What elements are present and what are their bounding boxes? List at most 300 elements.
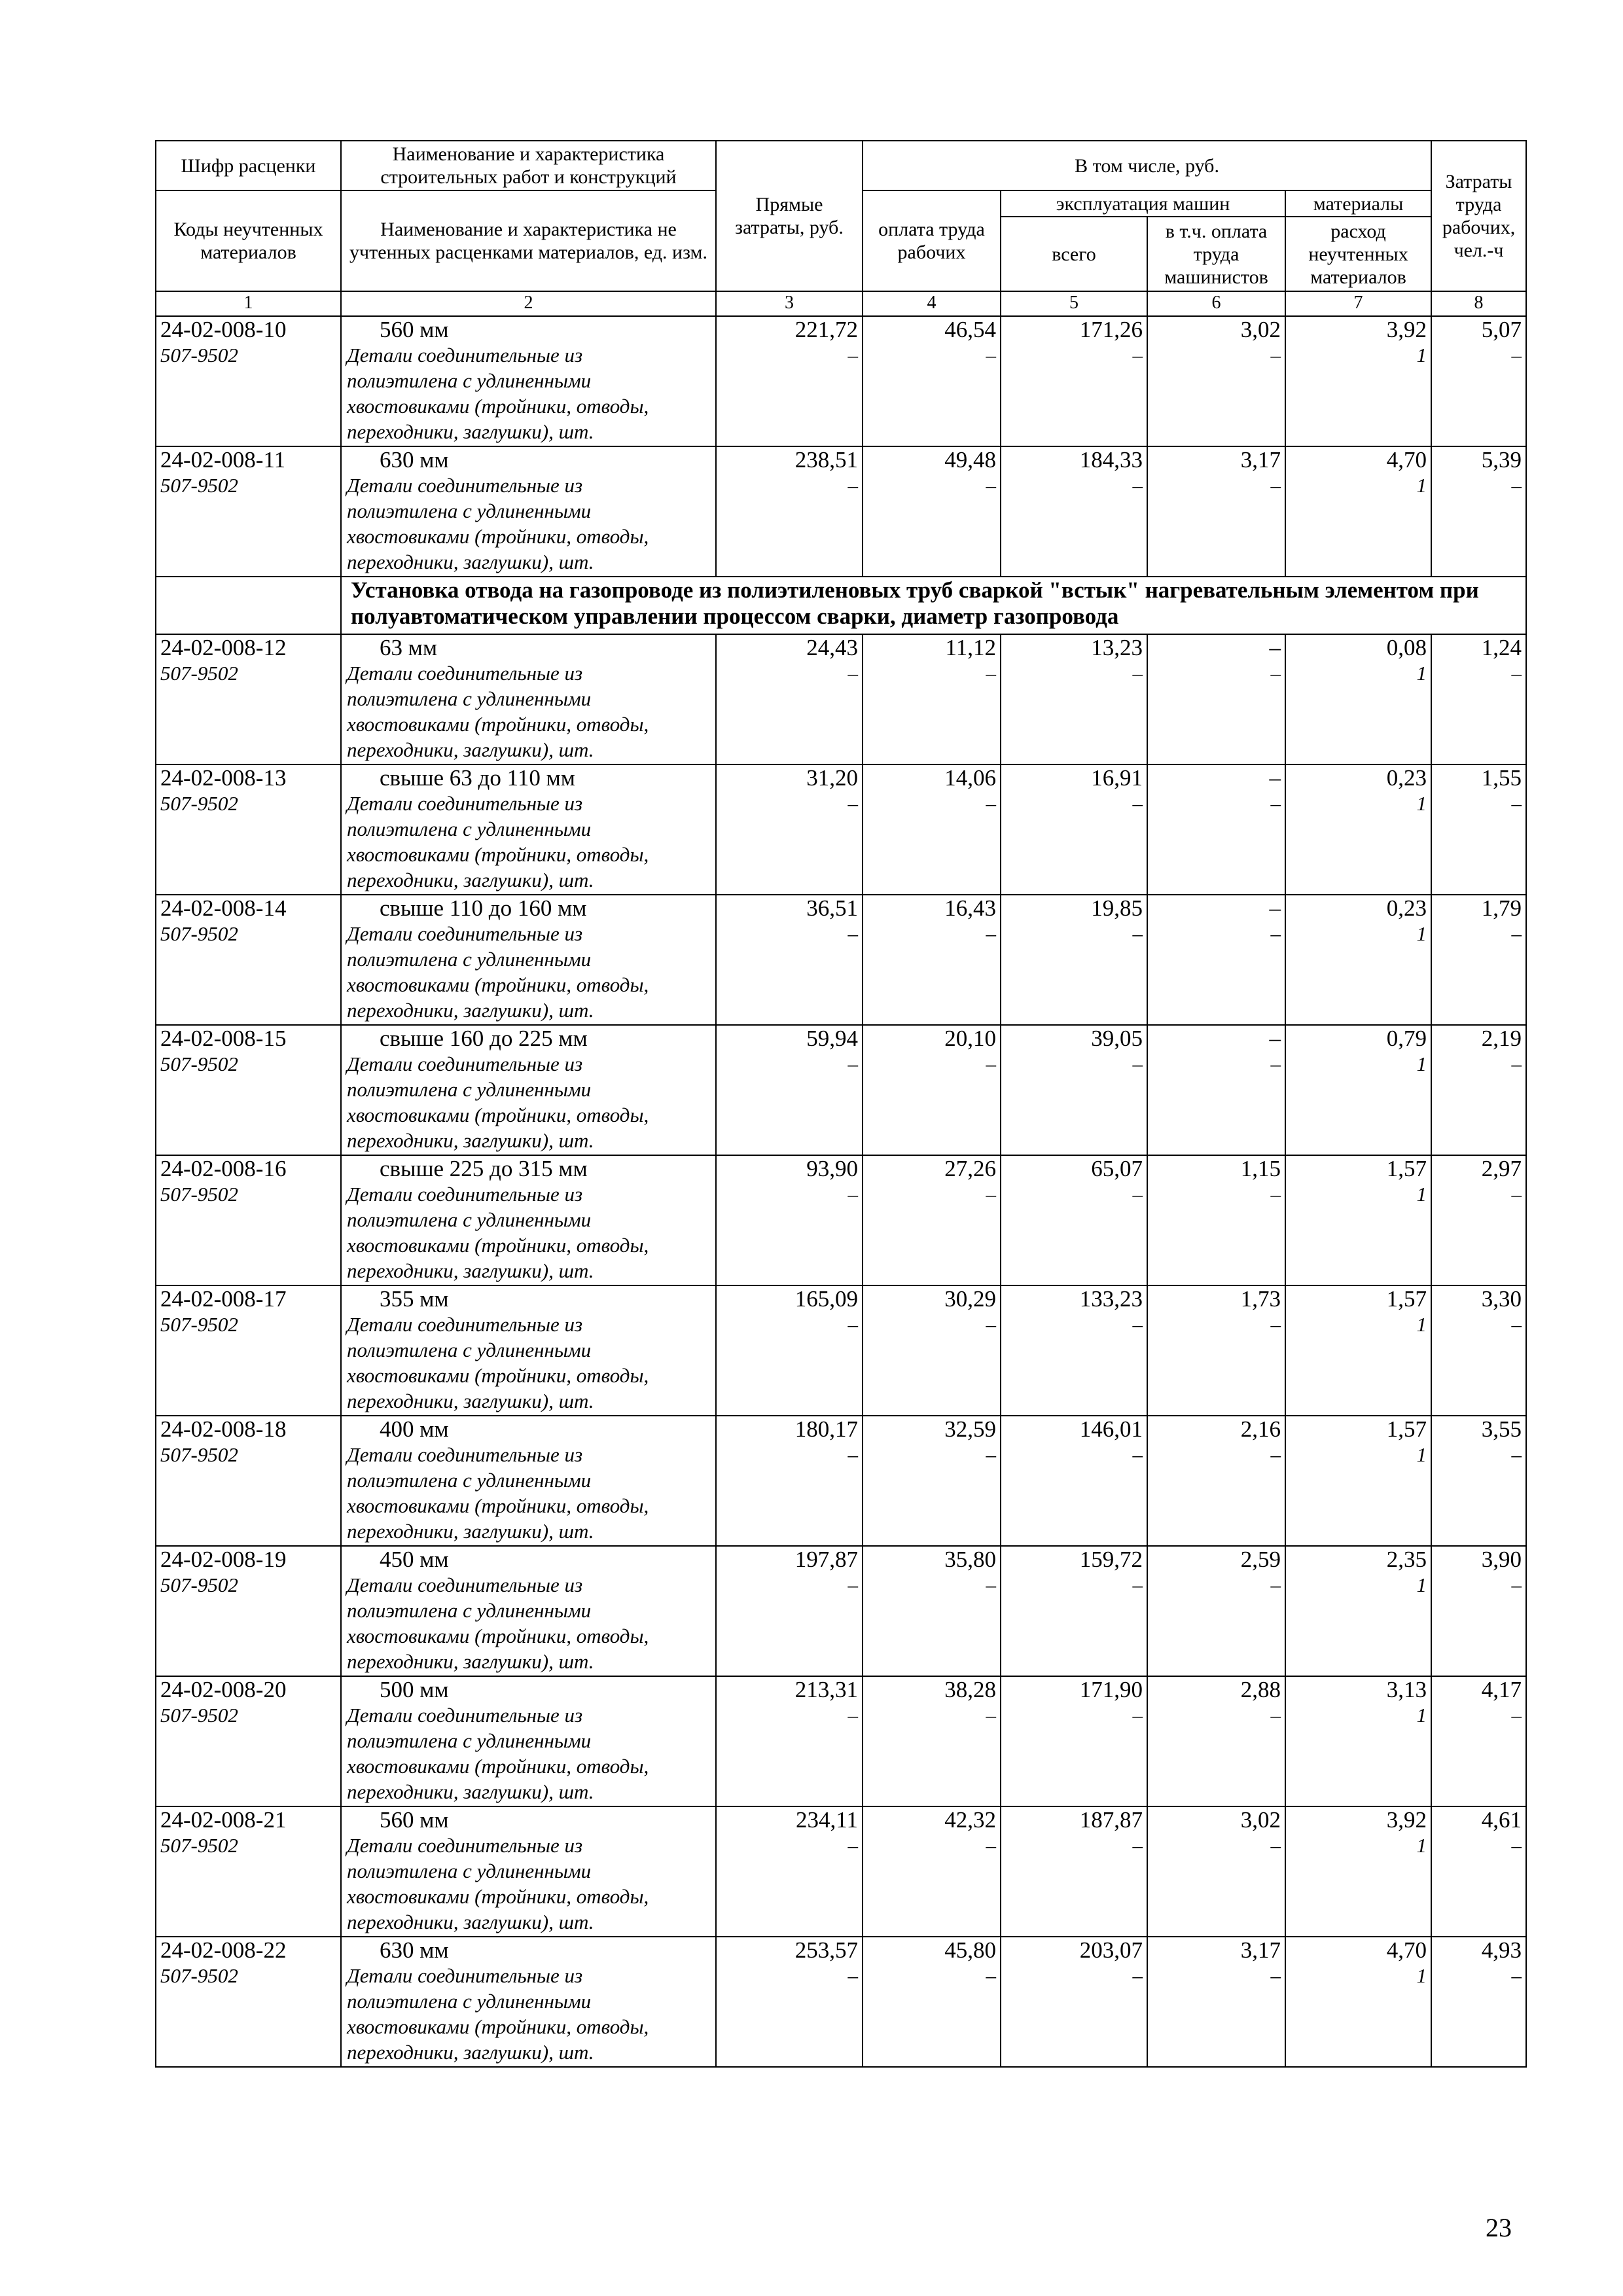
rate-code: 24-02-008-18 (160, 1416, 287, 1442)
material-value: – (1511, 1964, 1522, 1987)
value: 1,15 (1240, 1156, 1281, 1181)
material-value: – (1511, 922, 1522, 945)
table-row (156, 1025, 1526, 1155)
material-code: 507-9502 (160, 1313, 238, 1336)
material-code: 507-9502 (160, 1834, 238, 1857)
name-cell (341, 895, 716, 1025)
material-value: – (1132, 1052, 1143, 1075)
value: 4,70 (1386, 1937, 1427, 1963)
material-code: 507-9502 (160, 1052, 238, 1075)
value: 3,92 (1386, 317, 1427, 342)
material-value: – (1270, 1573, 1281, 1596)
material-value: – (986, 1052, 996, 1075)
work-name: 560 мм (380, 317, 449, 342)
material-value: 1 (1416, 344, 1427, 367)
material-value: – (1511, 344, 1522, 367)
value-cell-3 (716, 1676, 863, 1806)
value-cell-3 (716, 1806, 863, 1937)
value-cell-4 (863, 1546, 1001, 1676)
value: 234,11 (796, 1807, 858, 1833)
value: 2,16 (1240, 1416, 1281, 1442)
value-cell-6 (1147, 446, 1285, 577)
header-materials-codes: Коды неучтенных материалов (156, 190, 341, 291)
column-number: 1 (156, 291, 341, 316)
rate-cell (156, 634, 341, 764)
value: 0,79 (1386, 1026, 1427, 1051)
material-description: Детали соединительные из полиэтилена с удлиненными хвостовиками (тройники, отводы, переходники, заглушки), шт. (347, 922, 649, 1022)
value-cell-5 (1001, 1937, 1147, 2067)
value-cell-3 (716, 895, 863, 1025)
value: 171,90 (1079, 1677, 1143, 1702)
material-value: 1 (1416, 1443, 1427, 1466)
value-cell-7 (1285, 895, 1431, 1025)
value: 19,85 (1091, 895, 1143, 921)
value: 1,79 (1481, 895, 1522, 921)
value: 253,57 (794, 1937, 858, 1963)
material-code: 507-9502 (160, 922, 238, 945)
value: 2,35 (1386, 1547, 1427, 1572)
value: 24,43 (806, 635, 858, 660)
material-value: – (1511, 662, 1522, 685)
table-row (156, 1546, 1526, 1676)
material-value: – (847, 662, 858, 685)
value: 93,90 (806, 1156, 858, 1181)
work-name: 630 мм (380, 1937, 449, 1963)
table-row (156, 1285, 1526, 1416)
value-cell-5 (1001, 316, 1147, 446)
value: 30,29 (944, 1286, 996, 1312)
value: 3,92 (1386, 1807, 1427, 1833)
material-value: – (1511, 1834, 1522, 1857)
name-cell (341, 1285, 716, 1416)
material-description: Детали соединительные из полиэтилена с удлиненными хвостовиками (тройники, отводы, переходники, заглушки), шт. (347, 1183, 649, 1282)
material-value: 1 (1416, 474, 1427, 497)
value-cell-7 (1285, 1416, 1431, 1546)
material-value: – (1511, 474, 1522, 497)
rates-table (155, 140, 1527, 2068)
value: 4,17 (1481, 1677, 1522, 1702)
table-row (156, 895, 1526, 1025)
material-code: 507-9502 (160, 474, 238, 497)
material-value: – (1132, 1443, 1143, 1466)
material-code: 507-9502 (160, 662, 238, 685)
rate-cell (156, 1025, 341, 1155)
value-cell-8 (1431, 1416, 1526, 1546)
value-cell-6 (1147, 1416, 1285, 1546)
material-description: Детали соединительные из полиэтилена с удлиненными хвостовиками (тройники, отводы, переходники, заглушки), шт. (347, 1052, 649, 1152)
value: 16,91 (1091, 765, 1143, 791)
value: 1,57 (1386, 1286, 1427, 1312)
material-value: – (847, 1573, 858, 1596)
work-name: 500 мм (380, 1677, 449, 1702)
work-name: 560 мм (380, 1807, 449, 1833)
material-description: Детали соединительные из полиэтилена с удлиненными хвостовиками (тройники, отводы, переходники, заглушки), шт. (347, 1313, 649, 1412)
value-cell-4 (863, 1416, 1001, 1546)
material-value: 1 (1416, 792, 1427, 815)
material-value: – (1132, 344, 1143, 367)
value: 0,23 (1386, 765, 1427, 791)
value: 1,57 (1386, 1416, 1427, 1442)
material-value: – (1511, 1443, 1522, 1466)
value: – (1269, 895, 1281, 921)
material-value: – (986, 1704, 996, 1727)
value-cell-6 (1147, 316, 1285, 446)
section-empty-cell (156, 577, 341, 634)
value: 1,73 (1240, 1286, 1281, 1312)
value-cell-7 (1285, 1806, 1431, 1937)
column-number: 7 (1285, 291, 1431, 316)
value: 5,07 (1481, 317, 1522, 342)
material-value: – (1132, 792, 1143, 815)
value-cell-8 (1431, 1676, 1526, 1806)
material-value: – (847, 1183, 858, 1206)
value: 3,02 (1240, 317, 1281, 342)
value-cell-3 (716, 1546, 863, 1676)
material-value: 1 (1416, 1052, 1427, 1075)
material-value: – (847, 1052, 858, 1075)
value-cell-5 (1001, 895, 1147, 1025)
value-cell-8 (1431, 1546, 1526, 1676)
value: 16,43 (944, 895, 996, 921)
material-description: Детали соединительные из полиэтилена с удлиненными хвостовиками (тройники, отводы, переходники, заглушки), шт. (347, 344, 649, 443)
table-row (156, 1676, 1526, 1806)
header-machines: эксплуатация машин (1001, 190, 1285, 217)
table-row (156, 1416, 1526, 1546)
rate-code: 24-02-008-16 (160, 1156, 287, 1181)
material-value: – (1132, 1834, 1143, 1857)
value-cell-3 (716, 634, 863, 764)
value-cell-3 (716, 316, 863, 446)
value: – (1269, 765, 1281, 791)
material-value: 1 (1416, 1183, 1427, 1206)
work-name: 63 мм (380, 635, 438, 660)
material-value: – (1132, 662, 1143, 685)
value: 39,05 (1091, 1026, 1143, 1051)
material-value: – (1270, 792, 1281, 815)
value-cell-4 (863, 1285, 1001, 1416)
header-wages: оплата труда рабочих (863, 190, 1001, 291)
value-cell-3 (716, 446, 863, 577)
rate-code: 24-02-008-20 (160, 1677, 287, 1702)
material-description: Детали соединительные из полиэтилена с удлиненными хвостовиками (тройники, отводы, переходники, заглушки), шт. (347, 474, 649, 573)
page-number: 23 (1486, 2213, 1512, 2242)
name-cell (341, 1025, 716, 1155)
value: 14,06 (944, 765, 996, 791)
value-cell-5 (1001, 446, 1147, 577)
value-cell-8 (1431, 634, 1526, 764)
value: 4,61 (1481, 1807, 1522, 1833)
material-description: Детали соединительные из полиэтилена с удлиненными хвостовиками (тройники, отводы, переходники, заглушки), шт. (347, 1964, 649, 2064)
value: 2,59 (1240, 1547, 1281, 1572)
rate-cell (156, 1937, 341, 2067)
value: 13,23 (1091, 635, 1143, 660)
material-value: 1 (1416, 922, 1427, 945)
value: 4,93 (1481, 1937, 1522, 1963)
table-row (156, 1155, 1526, 1285)
rate-cell (156, 1285, 341, 1416)
value: 45,80 (944, 1937, 996, 1963)
header-labor: Затраты труда рабочих, чел.-ч (1431, 141, 1526, 291)
name-cell (341, 1155, 716, 1285)
value-cell-3 (716, 1025, 863, 1155)
value-cell-4 (863, 895, 1001, 1025)
material-code: 507-9502 (160, 1964, 238, 1987)
rate-code: 24-02-008-14 (160, 895, 287, 921)
work-name: свыше 225 до 315 мм (380, 1156, 588, 1181)
value-cell-7 (1285, 1546, 1431, 1676)
value: 238,51 (794, 447, 858, 473)
material-value: – (1132, 1573, 1143, 1596)
name-cell (341, 634, 716, 764)
material-value: – (1132, 1704, 1143, 1727)
value-cell-7 (1285, 446, 1431, 577)
column-number: 3 (716, 291, 863, 316)
value: – (1269, 1026, 1281, 1051)
header-code: Шифр расценки (156, 141, 341, 190)
value-cell-4 (863, 446, 1001, 577)
header-consumption: расход неучтенных материалов (1285, 217, 1431, 291)
rate-cell (156, 1416, 341, 1546)
value-cell-3 (716, 1416, 863, 1546)
work-name: 355 мм (380, 1286, 449, 1312)
material-value: – (986, 1443, 996, 1466)
value-cell-8 (1431, 1806, 1526, 1937)
value: 1,57 (1386, 1156, 1427, 1181)
value: 3,55 (1481, 1416, 1522, 1442)
header-machinists: в т.ч. оплата труда машинистов (1147, 217, 1285, 291)
material-value: 1 (1416, 1573, 1427, 1596)
value-cell-8 (1431, 1285, 1526, 1416)
value-cell-8 (1431, 1937, 1526, 2067)
section-title: Установка отвода на газопроводе из полиэтиленовых труб сваркой "встык" нагревательным элементом при полуавтоматическом управлении процессом сварки, диаметр газопровода (341, 577, 1526, 634)
material-value: – (847, 922, 858, 945)
rate-cell (156, 1806, 341, 1937)
rate-code: 24-02-008-15 (160, 1026, 287, 1051)
value-cell-7 (1285, 1285, 1431, 1416)
value-cell-3 (716, 1155, 863, 1285)
rate-code: 24-02-008-21 (160, 1807, 287, 1833)
material-value: – (1132, 1964, 1143, 1987)
material-value: – (1270, 922, 1281, 945)
value: 180,17 (794, 1416, 858, 1442)
value: 187,87 (1079, 1807, 1143, 1833)
material-value: – (986, 662, 996, 685)
value-cell-8 (1431, 764, 1526, 895)
material-value: – (1132, 922, 1143, 945)
table-row (156, 1806, 1526, 1937)
material-code: 507-9502 (160, 1183, 238, 1206)
material-value: – (847, 1834, 858, 1857)
table-row (156, 316, 1526, 446)
value: 2,19 (1481, 1026, 1522, 1051)
value: – (1269, 635, 1281, 660)
name-cell (341, 764, 716, 895)
value-cell-4 (863, 1155, 1001, 1285)
name-cell (341, 446, 716, 577)
value-cell-6 (1147, 1155, 1285, 1285)
material-value: – (1270, 344, 1281, 367)
value: 2,97 (1481, 1156, 1522, 1181)
material-code: 507-9502 (160, 792, 238, 815)
header-including: В том числе, руб. (863, 141, 1431, 190)
value-cell-7 (1285, 1025, 1431, 1155)
value-cell-5 (1001, 1806, 1147, 1937)
value-cell-5 (1001, 1285, 1147, 1416)
value: 1,24 (1481, 635, 1522, 660)
value: 3,90 (1481, 1547, 1522, 1572)
header-materials-name: Наименование и характеристика не учтенных расценками материалов, ед. изм. (341, 190, 716, 291)
work-name: 630 мм (380, 447, 449, 473)
value: 184,33 (1079, 447, 1143, 473)
material-value: – (1270, 1443, 1281, 1466)
material-value: – (1270, 1964, 1281, 1987)
value: 165,09 (794, 1286, 858, 1312)
header-materials: материалы (1285, 190, 1431, 217)
material-value: – (986, 1573, 996, 1596)
value: 3,02 (1240, 1807, 1281, 1833)
value: 0,08 (1386, 635, 1427, 660)
rate-code: 24-02-008-17 (160, 1286, 287, 1312)
column-number: 4 (863, 291, 1001, 316)
table-row (156, 446, 1526, 577)
value-cell-8 (1431, 895, 1526, 1025)
value-cell-6 (1147, 764, 1285, 895)
material-value: – (1270, 662, 1281, 685)
value-cell-3 (716, 1285, 863, 1416)
value: 3,17 (1240, 1937, 1281, 1963)
value-cell-6 (1147, 1546, 1285, 1676)
material-value: – (986, 1313, 996, 1336)
material-value: – (1270, 1834, 1281, 1857)
material-value: – (847, 1443, 858, 1466)
value-cell-7 (1285, 1676, 1431, 1806)
value: 3,17 (1240, 447, 1281, 473)
value-cell-4 (863, 1937, 1001, 2067)
material-value: – (847, 1704, 858, 1727)
value: 31,20 (806, 765, 858, 791)
value-cell-6 (1147, 1676, 1285, 1806)
value: 159,72 (1079, 1547, 1143, 1572)
header-name: Наименование и характеристика строительных работ и конструкций (341, 141, 716, 190)
material-value: – (986, 1183, 996, 1206)
value: 32,59 (944, 1416, 996, 1442)
material-value: – (1511, 1313, 1522, 1336)
value: 5,39 (1481, 447, 1522, 473)
material-description: Детали соединительные из полиэтилена с удлиненными хвостовиками (тройники, отводы, переходники, заглушки), шт. (347, 1573, 649, 1673)
material-value: 1 (1416, 1313, 1427, 1336)
value-cell-5 (1001, 1676, 1147, 1806)
material-value: – (847, 792, 858, 815)
table-row (156, 634, 1526, 764)
material-value: – (847, 344, 858, 367)
material-value: – (986, 1964, 996, 1987)
table-row (156, 1937, 1526, 2067)
value-cell-7 (1285, 1937, 1431, 2067)
material-value: – (986, 792, 996, 815)
value-cell-3 (716, 1937, 863, 2067)
rate-cell (156, 1546, 341, 1676)
value: 4,70 (1386, 447, 1427, 473)
value-cell-8 (1431, 316, 1526, 446)
material-value: – (847, 474, 858, 497)
value: 20,10 (944, 1026, 996, 1051)
value-cell-4 (863, 634, 1001, 764)
material-value: – (1511, 1704, 1522, 1727)
material-value: 1 (1416, 662, 1427, 685)
material-value: – (1511, 1183, 1522, 1206)
value: 49,48 (944, 447, 996, 473)
header-direct: Прямые затраты, руб. (716, 141, 863, 291)
column-number: 5 (1001, 291, 1147, 316)
material-value: – (1270, 1052, 1281, 1075)
material-value: – (986, 344, 996, 367)
material-value: – (847, 1964, 858, 1987)
rate-code: 24-02-008-11 (160, 447, 286, 473)
value: 3,13 (1386, 1677, 1427, 1702)
value-cell-5 (1001, 1416, 1147, 1546)
name-cell (341, 1806, 716, 1937)
value: 203,07 (1079, 1937, 1143, 1963)
value-cell-5 (1001, 1155, 1147, 1285)
rate-code: 24-02-008-19 (160, 1547, 287, 1572)
value: 213,31 (794, 1677, 858, 1702)
value-cell-7 (1285, 1155, 1431, 1285)
value: 2,88 (1240, 1677, 1281, 1702)
rate-cell (156, 1155, 341, 1285)
rate-cell (156, 764, 341, 895)
column-number: 6 (1147, 291, 1285, 316)
material-value: 1 (1416, 1964, 1427, 1987)
material-description: Детали соединительные из полиэтилена с удлиненными хвостовиками (тройники, отводы, переходники, заглушки), шт. (347, 792, 649, 891)
value-cell-7 (1285, 316, 1431, 446)
name-cell (341, 1546, 716, 1676)
header-machines-total: всего (1001, 217, 1147, 291)
value: 221,72 (794, 317, 858, 342)
rate-code: 24-02-008-22 (160, 1937, 287, 1963)
value-cell-4 (863, 1806, 1001, 1937)
value-cell-4 (863, 316, 1001, 446)
value: 3,30 (1481, 1286, 1522, 1312)
value: 27,26 (944, 1156, 996, 1181)
material-value: – (986, 1834, 996, 1857)
value-cell-8 (1431, 446, 1526, 577)
material-description: Детали соединительные из полиэтилена с удлиненными хвостовиками (тройники, отводы, переходники, заглушки), шт. (347, 662, 649, 761)
table-body (156, 141, 1526, 2067)
material-value: – (1270, 474, 1281, 497)
rate-cell (156, 446, 341, 577)
value-cell-6 (1147, 634, 1285, 764)
value-cell-6 (1147, 895, 1285, 1025)
material-description: Детали соединительные из полиэтилена с удлиненными хвостовиками (тройники, отводы, переходники, заглушки), шт. (347, 1834, 649, 1933)
material-code: 507-9502 (160, 1573, 238, 1596)
value-cell-3 (716, 764, 863, 895)
material-value: – (1270, 1313, 1281, 1336)
material-value: 1 (1416, 1704, 1427, 1727)
value: 11,12 (945, 635, 996, 660)
value: 171,26 (1079, 317, 1143, 342)
work-name: 400 мм (380, 1416, 449, 1442)
value-cell-4 (863, 764, 1001, 895)
material-value: – (1270, 1704, 1281, 1727)
material-value: – (1511, 1052, 1522, 1075)
name-cell (341, 1937, 716, 2067)
work-name: свыше 110 до 160 мм (380, 895, 587, 921)
value: 38,28 (944, 1677, 996, 1702)
material-value: 1 (1416, 1834, 1427, 1857)
value: 46,54 (944, 317, 996, 342)
work-name: свыше 63 до 110 мм (380, 765, 575, 791)
material-value: – (1132, 1183, 1143, 1206)
